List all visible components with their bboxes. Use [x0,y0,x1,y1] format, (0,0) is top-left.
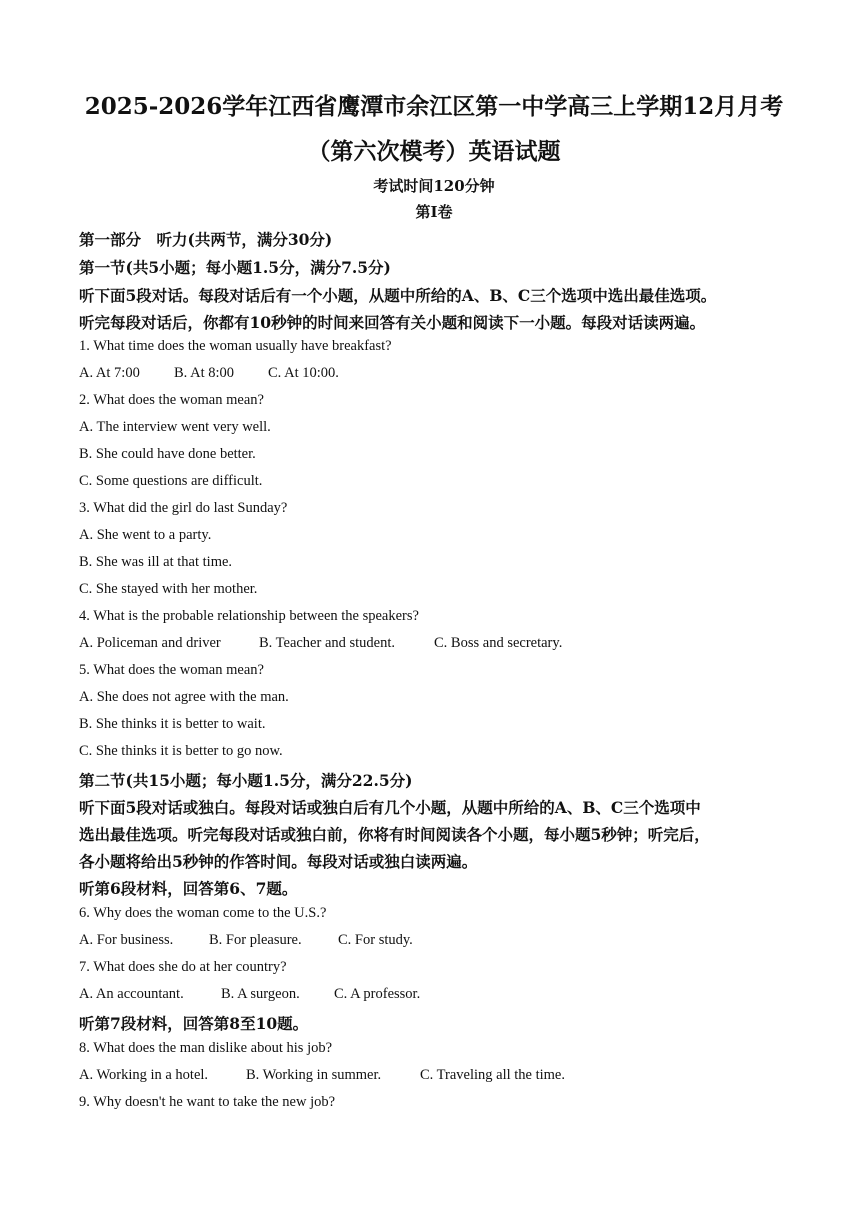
question-6-stem: 6. Why does the woman come to the U.S.? [79,905,327,921]
question-7-option-b: B. A surgeon. [221,986,300,1002]
volume-label: 第I卷 [415,203,453,221]
question-2-option-c: C. Some questions are difficult. [79,473,263,489]
question-7-option-a: A. An accountant. [79,986,184,1002]
question-4-option-c: C. Boss and secretary. [434,635,563,651]
section2-heading: 第二节(共15小题；每小题1.5分，满分22.5分) [79,771,413,790]
question-3-stem: 3. What did the girl do last Sunday? [79,500,288,516]
material-7-heading: 听第7段材料，回答第8至10题。 [79,1014,309,1033]
exam-title-line2: （第六次模考）英语试题 [307,138,561,165]
question-5-option-c: C. She thinks it is better to go now. [79,743,283,759]
question-8-option-b: B. Working in summer. [246,1067,382,1083]
question-3-option-c: C. She stayed with her mother. [79,581,258,597]
question-1-option-a: A. At 7:00 [79,365,140,381]
question-5-option-a: A. She does not agree with the man. [79,689,289,705]
question-8-option-c: C. Traveling all the time. [420,1067,565,1083]
section2-instruction-1: 听下面5段对话或独白。每段对话或独白后有几个小题，从题中所给的A、B、C三个选项中 [79,798,701,817]
exam-time: 考试时间120分钟 [373,177,495,195]
question-1-option-c: C. At 10:00. [268,365,339,381]
material-6-heading: 听第6段材料，回答第6、7题。 [79,879,298,898]
question-4-stem: 4. What is the probable relationship between the speakers? [79,608,419,624]
question-6-option-a: A. For business. [79,932,174,948]
question-1-stem: 1. What time does the woman usually have breakfast? [79,338,392,354]
question-6-option-c: C. For study. [338,932,413,948]
section1-instruction-2: 听完每段对话后，你都有10秒钟的时间来回答有关小题和阅读下一小题。每段对话读两遍。 [79,313,706,332]
question-1-option-b: B. At 8:00 [174,365,235,381]
question-6-option-b: B. For pleasure. [209,932,302,948]
question-7-option-c: C. A professor. [334,986,421,1002]
question-8-option-a: A. Working in a hotel. [79,1067,209,1083]
question-5-stem: 5. What does the woman mean? [79,662,264,678]
question-2-option-b: B. She could have done better. [79,446,256,462]
question-5-option-b: B. She thinks it is better to wait. [79,716,266,732]
section2-instruction-2: 选出最佳选项。听完每段对话或独白前，你将有时间阅读各个小题，每小题5秒钟；听完后， [79,825,710,844]
question-7-stem: 7. What does she do at her country? [79,959,287,975]
question-2-stem: 2. What does the woman mean? [79,392,264,408]
question-4-option-a: A. Policeman and driver [79,635,221,651]
section1-instruction-1: 听下面5段对话。每段对话后有一个小题，从题中所给的A、B、C三个选项中选出最佳选项。 [79,286,717,305]
exam-title-line1: 2025-2026学年江西省鹰潭市余江区第一中学高三上学期12月月考 [84,93,784,120]
question-9-stem: 9. Why doesn't he want to take the new job? [79,1094,336,1110]
section1-heading: 第一节(共5小题；每小题1.5分，满分7.5分) [79,258,391,277]
section2-instruction-3: 各小题将给出5秒钟的作答时间。每段对话或独白读两遍。 [79,852,478,871]
question-3-option-b: B. She was ill at that time. [79,554,233,570]
question-4-option-b: B. Teacher and student. [259,635,396,651]
question-8-stem: 8. What does the man dislike about his job? [79,1040,333,1056]
question-3-option-a: A. She went to a party. [79,527,212,543]
part1-heading: 第一部分 听力(共两节，满分30分) [79,230,333,249]
question-2-option-a: A. The interview went very well. [79,419,271,435]
